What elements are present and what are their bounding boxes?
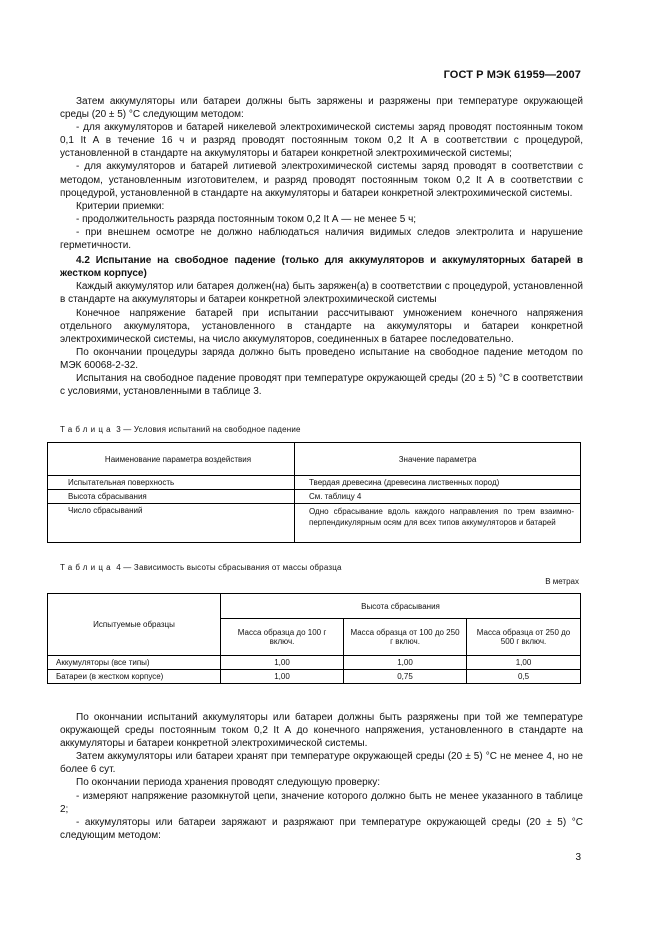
table-header: Значение параметра xyxy=(295,443,581,476)
paragraph: По окончании периода хранения проводят следующую проверку: xyxy=(76,777,380,789)
paragraph: - для аккумуляторов и батарей литиевой электрохимической системы заряд проводят в соответствии с методом, установленным изготовителем, и разряд проводят постоянным током 0,2 It А в соответствии с процедурой, установленной в стандарте на аккумуляторы и батареи конкретной электрохимической системы. xyxy=(60,161,583,199)
page-number: 3 xyxy=(575,852,581,863)
caption-word: Таблица xyxy=(60,563,114,572)
paragraph: Затем аккумуляторы или батареи хранят при температуре окружающей среды (20 ± 5) °С не менее 4, но не более 6 сут. xyxy=(60,751,583,776)
table-row xyxy=(48,670,581,684)
table-cell: 1,00 xyxy=(221,656,344,670)
paragraph: - аккумуляторы или батареи заряжают и разряжают при температуре окружающей среды (20 ± 5) °С следующим методом: xyxy=(60,816,583,841)
table-3 xyxy=(47,442,581,543)
paragraph: - продолжительность разряда постоянным током 0,2 It А — не менее 5 ч; xyxy=(76,213,417,225)
table-cell: 1,00 xyxy=(221,670,344,684)
table-cell: Высота сбрасывания xyxy=(48,490,295,504)
table-cell: Аккумуляторы (все типы) xyxy=(48,656,221,670)
table3-caption xyxy=(60,425,301,434)
document-header: ГОСТ Р МЭК 61959—2007 xyxy=(443,69,581,81)
table-row xyxy=(48,656,581,670)
table-subheader: Масса образца от 250 до 500 г включ. xyxy=(467,619,581,656)
table-cell: Батареи (в жестком корпусе) xyxy=(48,670,221,684)
table-subheader: Масса образца до 100 г включ. xyxy=(221,619,344,656)
table-row xyxy=(48,504,581,543)
caption-word: Таблица xyxy=(60,425,114,434)
table4-unit: В метрах xyxy=(545,577,579,586)
table-header: Испытуемые образцы xyxy=(48,594,221,656)
paragraph: - при внешнем осмотре не должно наблюдаться наличия видимых следов электролита и нарушение герметичности. xyxy=(60,226,583,252)
table4-caption xyxy=(60,563,342,572)
paragraph: По окончании испытаний аккумуляторы или батареи должны быть разряжены при той же температуре окружающей среды постоянным током 0,2 It А до конечного напряжения, установленного в стандарте на аккумуляторы и батареи конкретной электрохимической системы. xyxy=(60,712,583,750)
paragraph: По окончании процедуры заряда должно быть проведено испытание на свободное падение методом по МЭК 60068-2-32. xyxy=(60,346,583,371)
table-4 xyxy=(47,593,581,684)
table-cell: 0,5 xyxy=(467,670,581,684)
table-cell: См. таблицу 4 xyxy=(295,490,581,504)
table-row xyxy=(48,490,581,504)
text-block-bottom xyxy=(60,711,583,842)
table-cell: Испытательная поверхность xyxy=(48,476,295,490)
table-cell: 1,00 xyxy=(467,656,581,670)
caption-text: 4 — Зависимость высоты сбрасывания от массы образца xyxy=(116,563,342,572)
table-cell: 1,00 xyxy=(344,656,467,670)
paragraph: - измеряют напряжение разомкнутой цепи, значение которого должно быть не менее указанного в таблице 2; xyxy=(60,790,583,815)
paragraph: - для аккумуляторов и батарей никелевой электрохимической системы заряд проводят постоянным током 0,1 It А в течение 16 ч и разряд проводят постоянным током 0,2 It А в соответствии с процедурой, установленной в стандарте на аккумуляторы и батареи конкретной электрохимической системы; xyxy=(60,122,583,160)
paragraph: Критерии приемки: xyxy=(76,200,165,212)
paragraph: Затем аккумуляторы или батареи должны быть заряжены и разряжены при температуре окружающей среды (20 ± 5) °С следующим методом: xyxy=(60,96,583,121)
table-row xyxy=(48,476,581,490)
table-subheader: Масса образца от 100 до 250 г включ. xyxy=(344,619,467,656)
section-heading: 4.2 Испытание на свободное падение (только для аккумуляторов и аккумуляторных батарей в жестком корпусе) xyxy=(60,255,583,280)
text-block-top xyxy=(60,95,583,398)
table-header: Наименование параметра воздействия xyxy=(48,443,295,476)
table-cell: Твердая древесина (древесина лиственных пород) xyxy=(295,476,581,490)
table-header-group: Высота сбрасывания xyxy=(221,594,581,619)
paragraph: Каждый аккумулятор или батарея должен(на) быть заряжен(а) в соответствии с процедурой, установленной в стандарте на аккумуляторы и батареи конкретной электрохимической системы xyxy=(60,281,583,306)
table-cell: Одно сбрасывание вдоль каждого направления по трем взаимно-перпендикулярным осям для всех типов аккумуляторов и батарей xyxy=(295,504,581,543)
paragraph: Конечное напряжение батарей при испытании рассчитывают умножением конечного напряжения отдельного аккумулятора, установленного в стандарте на аккумуляторы и батареи конкретной электрохимической системы, на число аккумуляторов, соединенных в батарее последовательно. xyxy=(60,307,583,345)
table-cell: Число сбрасываний xyxy=(48,504,295,543)
caption-text: 3 — Условия испытаний на свободное падение xyxy=(116,425,301,434)
paragraph: Испытания на свободное падение проводят при температуре окружающей среды (20 ± 5) °С в соответствии с условиями, установленными в таблице 3. xyxy=(60,372,583,398)
table-cell: 0,75 xyxy=(344,670,467,684)
